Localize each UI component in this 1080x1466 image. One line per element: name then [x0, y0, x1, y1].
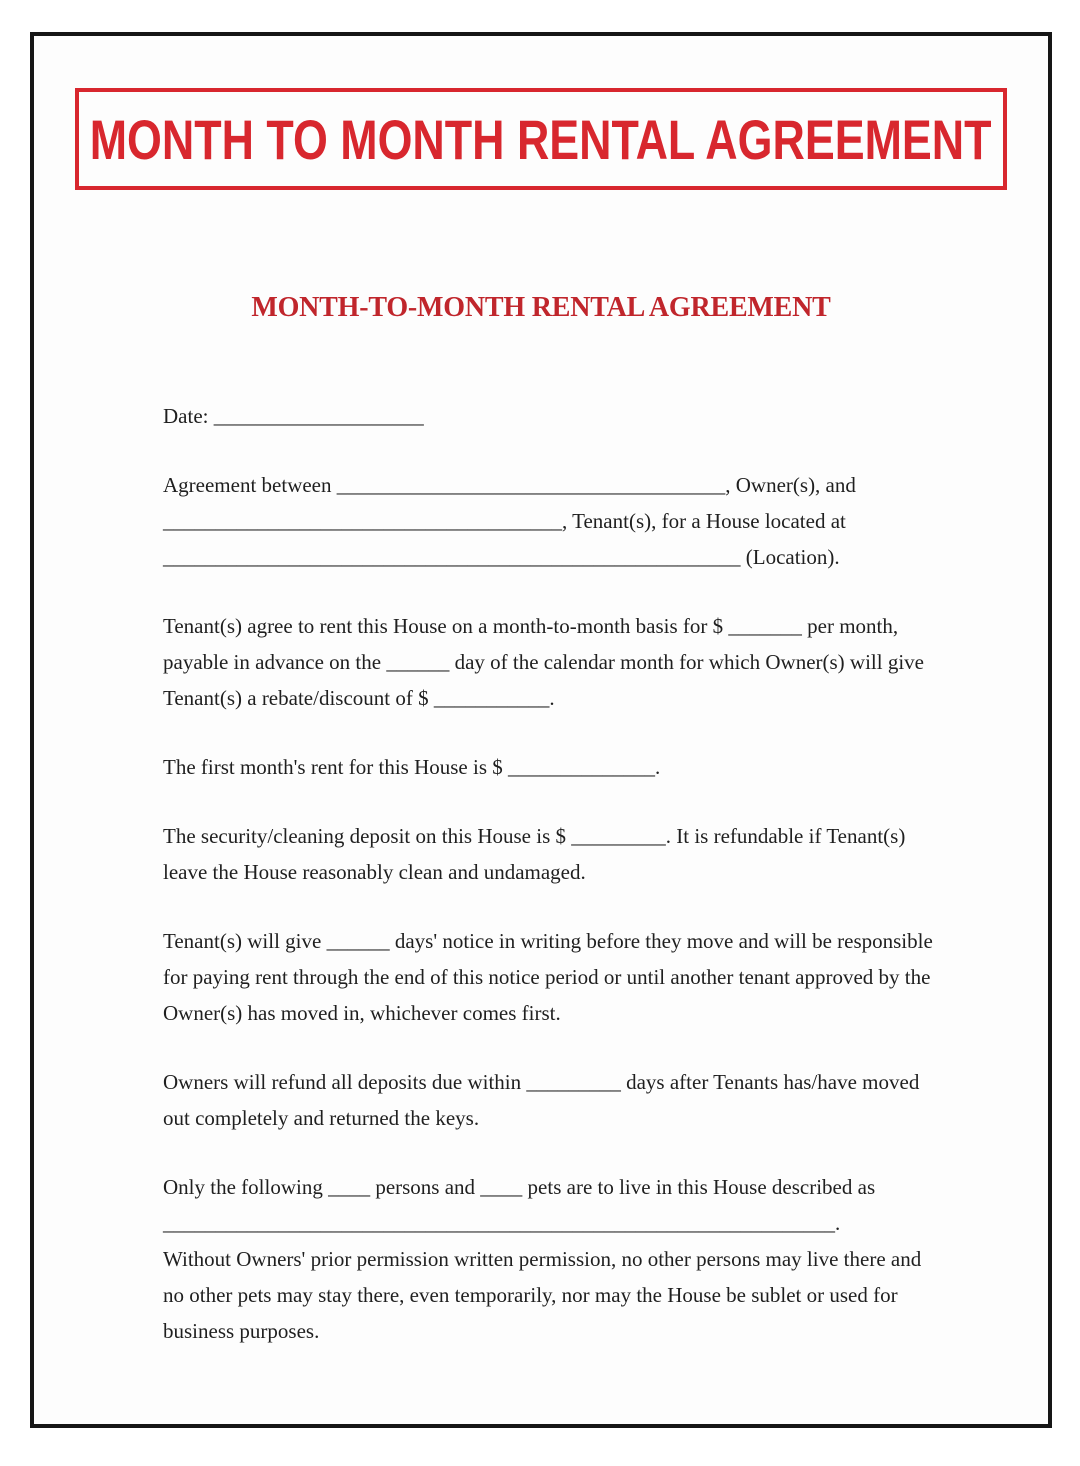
paragraph-first-month-rent	[163, 749, 1028, 785]
paragraph-parties	[163, 467, 1028, 575]
document-title: MONTH-TO-MONTH RENTAL AGREEMENT	[251, 292, 831, 323]
page-border-frame	[30, 32, 1052, 1428]
paragraph-occupancy	[163, 1169, 1028, 1349]
text-line: ______________________________________, Tenant(s), for a House located at	[163, 509, 846, 533]
text-line: Tenant(s) agree to rent this House on a month-to-month basis for $ _______ per month,	[163, 614, 899, 638]
paragraph-date	[163, 398, 1028, 434]
paragraph-move-out-notice	[163, 923, 1028, 1031]
paragraph-deposit-refund	[163, 1064, 1028, 1136]
text-line: out completely and returned the keys.	[163, 1106, 480, 1130]
text-line: Owners will refund all deposits due within _________ days after Tenants has/have moved	[163, 1070, 920, 1094]
text-line: Tenant(s) will give ______ days' notice in writing before they move and will be responsible	[163, 929, 933, 953]
text-line: Only the following ____ persons and ____ pets are to live in this House described as	[163, 1175, 876, 1199]
text-line: Tenant(s) a rebate/discount of $ ___________.	[163, 686, 555, 710]
text-line: The first month's rent for this House is $ ______________.	[163, 755, 661, 779]
text-line: Without Owners' prior permission written permission, no other persons may live there and	[163, 1247, 922, 1271]
text-line: Owner(s) has moved in, whichever comes first.	[163, 1001, 561, 1025]
text-line: Agreement between _____________________________________, Owner(s), and	[163, 473, 856, 497]
text-line: _______________________________________________________ (Location).	[163, 545, 840, 569]
text-line: no other pets may stay there, even temporarily, nor may the House be sublet or used for	[163, 1283, 898, 1307]
text-line: ________________________________________________________________.	[163, 1211, 841, 1235]
text-line: business purposes.	[163, 1319, 320, 1343]
text-line: leave the House reasonably clean and undamaged.	[163, 860, 586, 884]
paragraph-rent-terms	[163, 608, 1028, 716]
text-line: payable in advance on the ______ day of the calendar month for which Owner(s) will give	[163, 650, 925, 674]
banner-title: MONTH TO MONTH RENTAL AGREEMENT	[90, 107, 992, 171]
text-line: The security/cleaning deposit on this House is $ _________. It is refundable if Tenant(s)	[163, 824, 906, 848]
paragraph-security-deposit	[163, 818, 1028, 890]
document-body	[34, 398, 1048, 1349]
date-line: Date: ____________________	[163, 404, 424, 428]
text-line: for paying rent through the end of this notice period or until another tenant approved by the	[163, 965, 931, 989]
banner-box	[75, 88, 1007, 190]
